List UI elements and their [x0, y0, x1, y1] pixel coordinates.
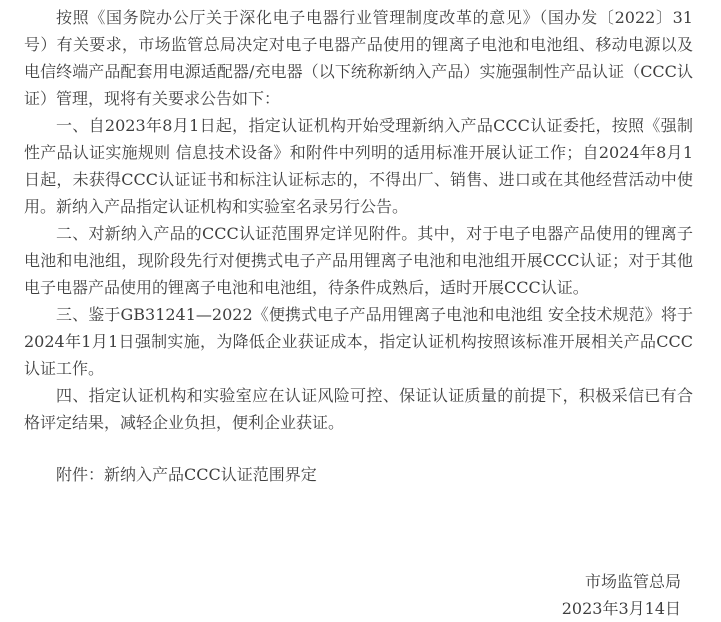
paragraph-item-3: 三、鉴于GB31241—2022《便携式电子产品用锂离子电池和电池组 安全技术规范》将于2024年1月1日强制实施，为降低企业获证成本，指定认证机构按照该标准开展相关产品CCC认证工作。 [24, 305, 693, 378]
attachment-line: 附件：新纳入产品CCC认证范围界定 [56, 465, 317, 484]
paragraph-item-4: 四、指定认证机构和实验室应在认证风险可控、保证认证质量的前提下，积极采信已有合格评定结果，减轻企业负担，便利企业获证。 [24, 386, 693, 432]
signature-block [24, 568, 693, 622]
signature-date: 2023年3月14日 [561, 599, 681, 618]
paragraph-intro: 按照《国务院办公厅关于深化电子电器行业管理制度改革的意见》（国办发〔2022〕31号）有关要求，市场监管总局决定对电子电器产品使用的锂离子电池和电池组、移动电源以及电信终端产品配套用电源适配器/充电器（以下统称新纳入产品）实施强制性产品认证（CCC认证）管理，现将有关要求公告如下： [24, 8, 693, 108]
signature-issuer: 市场监管总局 [584, 572, 681, 591]
paragraph-item-2: 二、对新纳入产品的CCC认证范围界定详见附件。其中，对于电子电器产品使用的锂离子电池和电池组，现阶段先行对便携式电子产品用锂离子电池和电池组开展CCC认证；对于其他电子电器产品使用的锂离子电池和电池组，待条件成熟后，适时开展CCC认证。 [24, 224, 693, 297]
paragraph-item-1: 一、自2023年8月1日起，指定认证机构开始受理新纳入产品CCC认证委托，按照《强制性产品认证实施规则 信息技术设备》和附件中列明的适用标准开展认证工作；自2024年8月1日起，未获得CCC认证证书和标注认证标志的，不得出厂、销售、进口或在其他经营活动中使用。新纳入产品指定认证机构和实验室名录另行公告。 [24, 116, 693, 216]
